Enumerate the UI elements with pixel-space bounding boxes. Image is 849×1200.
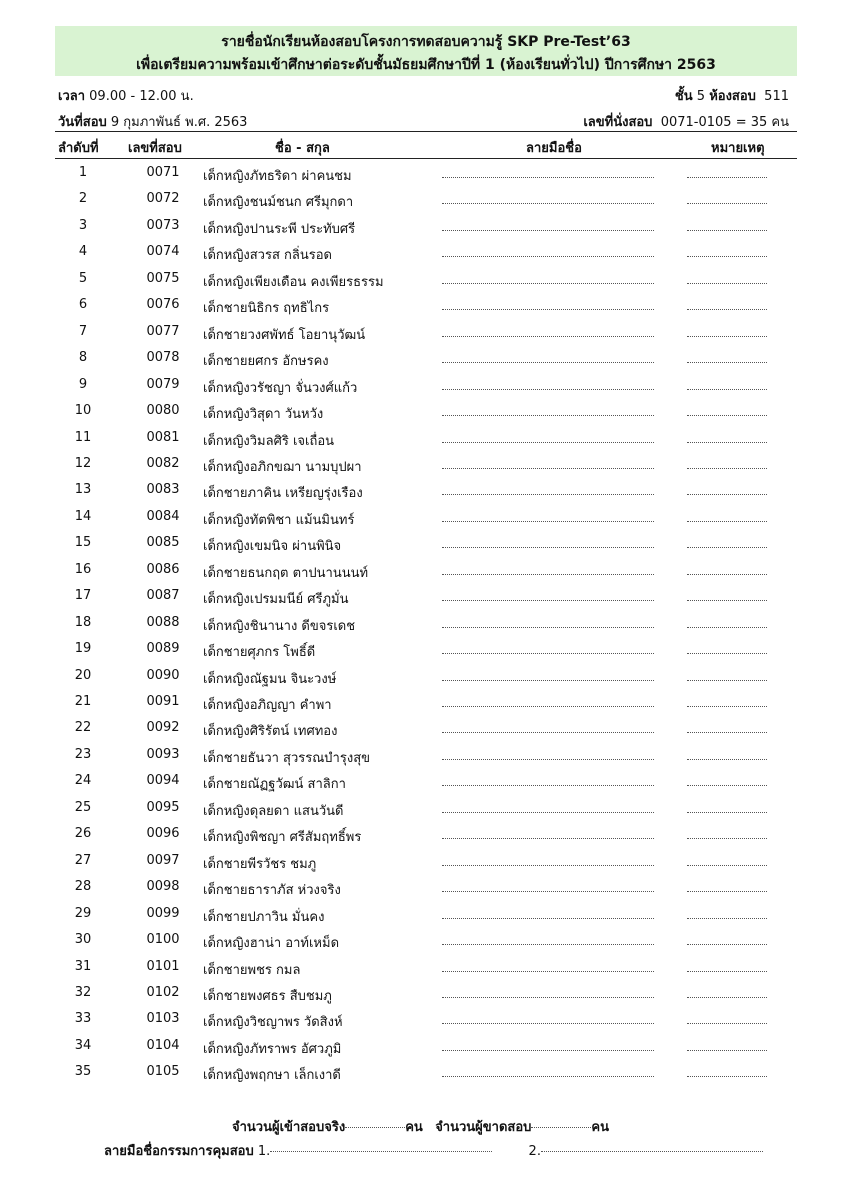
row-number: 25 bbox=[74, 799, 92, 815]
exam-id: 0089 bbox=[146, 641, 180, 657]
exam-id: 0080 bbox=[146, 403, 180, 419]
row-number: 31 bbox=[74, 958, 92, 974]
date-label: วันที่สอบ bbox=[58, 115, 107, 130]
signature-field[interactable] bbox=[442, 203, 654, 204]
table-row bbox=[55, 165, 797, 191]
student-name: เด็กชายศุภกร โพธิ์ดี bbox=[203, 645, 316, 661]
signature-field[interactable] bbox=[442, 944, 654, 945]
note-field[interactable] bbox=[687, 785, 767, 786]
note-field[interactable] bbox=[687, 547, 767, 548]
exam-id: 0100 bbox=[146, 932, 180, 948]
proctor-2-blank[interactable] bbox=[541, 1151, 763, 1152]
exam-date bbox=[58, 111, 247, 132]
note-field[interactable] bbox=[687, 468, 767, 469]
exam-id: 0088 bbox=[146, 614, 180, 630]
exam-id: 0083 bbox=[146, 482, 180, 498]
signature-field[interactable] bbox=[442, 468, 654, 469]
row-number: 11 bbox=[74, 429, 92, 445]
seat-label: เลขที่นั่งสอบ bbox=[583, 115, 653, 130]
signature-field[interactable] bbox=[442, 627, 654, 628]
student-name: เด็กหญิงเขมนิจ ผ่านพินิจ bbox=[203, 539, 342, 555]
row-number: 27 bbox=[74, 852, 92, 868]
table-row bbox=[55, 535, 797, 561]
table-row bbox=[55, 932, 797, 958]
signature-field[interactable] bbox=[442, 838, 654, 839]
row-number: 2 bbox=[78, 191, 88, 207]
seat-value: 0071-0105 = 35 คน bbox=[660, 115, 789, 130]
signature-field[interactable] bbox=[442, 494, 654, 495]
exam-id: 0101 bbox=[146, 958, 180, 974]
table-row bbox=[55, 826, 797, 852]
exam-id: 0071 bbox=[146, 165, 180, 180]
table-row bbox=[55, 720, 797, 746]
signature-field[interactable] bbox=[442, 1076, 654, 1077]
exam-id: 0078 bbox=[146, 350, 180, 366]
signature-field[interactable] bbox=[442, 759, 654, 760]
note-field[interactable] bbox=[687, 944, 767, 945]
row-number: 34 bbox=[74, 1037, 92, 1053]
note-field[interactable] bbox=[687, 627, 767, 628]
student-name: เด็กชายวงศพัทธ์ โอยานุวัฒน์ bbox=[203, 327, 366, 343]
note-field[interactable] bbox=[687, 600, 767, 601]
student-name: เด็กชายพงศธร สืบชมภู bbox=[203, 988, 332, 1004]
table-row bbox=[55, 482, 797, 508]
student-name: เด็กหญิงศิริรัตน์ เทศทอง bbox=[203, 724, 338, 740]
exam-id: 0097 bbox=[146, 852, 180, 868]
note-field[interactable] bbox=[687, 653, 767, 654]
note-field[interactable] bbox=[687, 256, 767, 257]
student-name: เด็กชายธนกฤต ตาปนานนนท์ bbox=[203, 565, 369, 581]
exam-id: 0090 bbox=[146, 667, 180, 683]
table-row bbox=[55, 1011, 797, 1037]
table-row bbox=[55, 615, 797, 641]
row-number: 18 bbox=[74, 614, 92, 630]
student-name: เด็กหญิงภัทราพร อัศวภูมิ bbox=[203, 1041, 342, 1057]
exam-id: 0104 bbox=[146, 1037, 180, 1053]
signature-field[interactable] bbox=[442, 574, 654, 575]
row-number: 30 bbox=[74, 932, 92, 948]
note-field[interactable] bbox=[687, 1076, 767, 1077]
note-field[interactable] bbox=[687, 177, 767, 178]
table-top-rule bbox=[55, 131, 797, 132]
absent-blank[interactable] bbox=[531, 1127, 591, 1128]
signature-field[interactable] bbox=[442, 1050, 654, 1051]
date-value: 9 กุมภาพันธ์ พ.ศ. 2563 bbox=[110, 115, 248, 130]
student-name: เด็กชายภาคิน เหรียญรุ่งเรือง bbox=[203, 486, 363, 502]
note-field[interactable] bbox=[687, 389, 767, 390]
table-row bbox=[55, 694, 797, 720]
signature-field[interactable] bbox=[442, 283, 654, 284]
note-field[interactable] bbox=[687, 442, 767, 443]
table-row bbox=[55, 218, 797, 244]
student-name: เด็กหญิงวิชญาพร วัดสิงห์ bbox=[203, 1015, 343, 1031]
signature-field[interactable] bbox=[442, 230, 654, 231]
signature-field[interactable] bbox=[442, 256, 654, 257]
note-field[interactable] bbox=[687, 865, 767, 866]
title-line-1: รายชื่อนักเรียนห้องสอบโครงการทดสอบความรู้ SKP Pre-Test’63 bbox=[221, 34, 631, 50]
signature-field[interactable] bbox=[442, 732, 654, 733]
table-row bbox=[55, 1064, 797, 1090]
signature-field[interactable] bbox=[442, 706, 654, 707]
row-number: 19 bbox=[74, 641, 92, 657]
table-row bbox=[55, 1038, 797, 1064]
student-name: เด็กชายธันวา สุวรรณบำรุงสุข bbox=[203, 750, 371, 766]
note-field[interactable] bbox=[687, 838, 767, 839]
signature-field[interactable] bbox=[442, 865, 654, 866]
table-row bbox=[55, 906, 797, 932]
signature-field[interactable] bbox=[442, 891, 654, 892]
signature-field[interactable] bbox=[442, 918, 654, 919]
note-field[interactable] bbox=[687, 812, 767, 813]
row-number: 33 bbox=[74, 1011, 92, 1027]
floor-value: 5 bbox=[696, 89, 706, 104]
row-number: 28 bbox=[74, 879, 92, 895]
row-number: 15 bbox=[74, 535, 92, 551]
exam-time bbox=[58, 85, 194, 106]
exam-id: 0096 bbox=[146, 826, 180, 842]
room-label: ห้องสอบ bbox=[709, 89, 756, 104]
signature-field[interactable] bbox=[442, 971, 654, 972]
student-name: เด็กหญิงอภิกขฌา นามบุปผา bbox=[203, 459, 362, 475]
signature-field[interactable] bbox=[442, 389, 654, 390]
note-field[interactable] bbox=[687, 521, 767, 522]
table-row bbox=[55, 853, 797, 879]
attended-blank[interactable] bbox=[345, 1127, 405, 1128]
exam-id: 0102 bbox=[146, 984, 180, 1000]
exam-id: 0082 bbox=[146, 455, 180, 471]
table-row bbox=[55, 509, 797, 535]
note-field[interactable] bbox=[687, 680, 767, 681]
note-field[interactable] bbox=[687, 309, 767, 310]
row-number: 35 bbox=[74, 1064, 92, 1080]
table-row bbox=[55, 324, 797, 350]
exam-id: 0085 bbox=[146, 535, 180, 551]
table-header-rule bbox=[55, 158, 797, 159]
student-name: เด็กหญิงทัตพิชา แม้นมินทร์ bbox=[203, 512, 355, 528]
exam-id: 0091 bbox=[146, 694, 180, 709]
note-field[interactable] bbox=[687, 336, 767, 337]
signature-field[interactable] bbox=[442, 415, 654, 416]
note-field[interactable] bbox=[687, 918, 767, 919]
note-field[interactable] bbox=[687, 971, 767, 972]
row-number: 16 bbox=[74, 561, 92, 577]
signature-field[interactable] bbox=[442, 600, 654, 601]
student-name: เด็กชายณัฏฐวัฒน์ สาลิกา bbox=[203, 777, 346, 793]
table-row bbox=[55, 588, 797, 614]
table-row bbox=[55, 668, 797, 694]
table-row bbox=[55, 800, 797, 826]
table-row bbox=[55, 244, 797, 270]
student-name: เด็กหญิงปานระพี ประทับศรี bbox=[203, 221, 356, 237]
row-number: 6 bbox=[78, 297, 88, 313]
exam-id: 0093 bbox=[146, 746, 180, 762]
note-field[interactable] bbox=[687, 706, 767, 707]
table-row bbox=[55, 985, 797, 1011]
proctor-2-number: 2. bbox=[528, 1144, 541, 1159]
student-name: เด็กหญิงอภิญญา คำพา bbox=[203, 698, 332, 713]
row-number: 20 bbox=[74, 667, 92, 683]
table-row bbox=[55, 191, 797, 217]
signature-field[interactable] bbox=[442, 785, 654, 786]
exam-id: 0099 bbox=[146, 905, 180, 921]
note-field[interactable] bbox=[687, 891, 767, 892]
student-name: เด็กหญิงดุลยดา แสนวันดี bbox=[203, 803, 344, 819]
exam-id: 0084 bbox=[146, 508, 180, 524]
table-row bbox=[55, 377, 797, 403]
floor-label: ชั้น bbox=[674, 89, 693, 104]
row-number: 32 bbox=[74, 984, 92, 1000]
col-header-id: เลขที่สอบ bbox=[128, 141, 182, 156]
absent-label: จำนวนผู้ขาดสอบ bbox=[435, 1120, 532, 1135]
note-field[interactable] bbox=[687, 415, 767, 416]
student-name: เด็กหญิงเพียงเดือน คงเพียรธรรม bbox=[203, 274, 384, 290]
note-field[interactable] bbox=[687, 1050, 767, 1051]
student-name: เด็กชายปภาวิน มั่นคง bbox=[203, 909, 325, 925]
row-number: 24 bbox=[74, 773, 92, 789]
col-header-signature: ลายมือชื่อ bbox=[526, 141, 582, 156]
attendance-summary bbox=[232, 1116, 609, 1137]
row-number: 1 bbox=[78, 165, 88, 180]
student-name: เด็กหญิงวิมลศิริ เจเถื่อน bbox=[203, 433, 335, 449]
proctor-1-number: 1. bbox=[257, 1144, 271, 1159]
table-row bbox=[55, 271, 797, 297]
exam-id: 0105 bbox=[146, 1064, 180, 1080]
signature-field[interactable] bbox=[442, 521, 654, 522]
exam-id: 0081 bbox=[146, 429, 180, 445]
col-header-name: ชื่อ - สกุล bbox=[275, 141, 330, 156]
room-value: 511 bbox=[764, 89, 789, 104]
signature-field[interactable] bbox=[442, 362, 654, 363]
student-name: เด็กหญิงชนม์ชนก ศรีมุกดา bbox=[203, 195, 354, 211]
note-field[interactable] bbox=[687, 203, 767, 204]
exam-id: 0086 bbox=[146, 561, 180, 577]
signature-field[interactable] bbox=[442, 812, 654, 813]
student-name: เด็กหญิงพิชญา ศรีสัมฤทธิ์พร bbox=[203, 830, 362, 846]
row-number: 7 bbox=[78, 323, 88, 339]
proctor-signatures bbox=[104, 1140, 763, 1161]
exam-id: 0095 bbox=[146, 799, 180, 815]
row-number: 4 bbox=[78, 244, 88, 260]
proctor-label: ลายมือชื่อกรรมการคุมสอบ bbox=[104, 1144, 254, 1159]
title-banner bbox=[55, 26, 797, 76]
row-number: 5 bbox=[78, 270, 88, 286]
signature-field[interactable] bbox=[442, 1023, 654, 1024]
title-line-2: เพื่อเตรียมความพร้อมเข้าศึกษาต่อระดับชั้นมัธยมศึกษาปีที่ 1 (ห้องเรียนทั่วไป) ปีการศึกษา 2563 bbox=[136, 57, 716, 73]
row-number: 22 bbox=[74, 720, 92, 736]
student-name: เด็กชายนิธิกร ฤทธิไกร bbox=[203, 301, 330, 317]
row-number: 10 bbox=[74, 403, 92, 419]
student-name: เด็กชายธาราภัส ห่วงจริง bbox=[203, 883, 341, 899]
note-field[interactable] bbox=[687, 1023, 767, 1024]
row-number: 14 bbox=[74, 508, 92, 524]
student-name: เด็กชายยศกร อักษรคง bbox=[203, 354, 329, 370]
row-number: 9 bbox=[78, 376, 88, 392]
exam-id: 0079 bbox=[146, 376, 180, 392]
table-row bbox=[55, 879, 797, 905]
row-number: 23 bbox=[74, 746, 92, 762]
signature-field[interactable] bbox=[442, 653, 654, 654]
exam-id: 0087 bbox=[146, 588, 180, 604]
signature-field[interactable] bbox=[442, 177, 654, 178]
table-row bbox=[55, 456, 797, 482]
table-row bbox=[55, 641, 797, 667]
note-field[interactable] bbox=[687, 759, 767, 760]
time-label: เวลา bbox=[58, 89, 86, 104]
student-name: เด็กหญิงภัทธริดา ผ่าคนชม bbox=[203, 169, 352, 184]
signature-field[interactable] bbox=[442, 336, 654, 337]
table-row bbox=[55, 773, 797, 799]
exam-id: 0098 bbox=[146, 879, 180, 895]
student-name: เด็กหญิงฮาน่า อาท์เหม็ด bbox=[203, 936, 340, 952]
student-name: เด็กหญิงณัฐมน จินะวงษ์ bbox=[203, 671, 337, 687]
student-name: เด็กชายพีรวัชร ชมภู bbox=[203, 856, 317, 872]
student-name: เด็กหญิงพฤกษา เล็กเงาดี bbox=[203, 1068, 341, 1084]
row-number: 13 bbox=[74, 482, 92, 498]
student-name: เด็กหญิงเปรมมนีย์ ศรีภูมั่น bbox=[203, 592, 349, 608]
exam-room bbox=[675, 85, 789, 106]
table-row bbox=[55, 959, 797, 985]
exam-id: 0092 bbox=[146, 720, 180, 736]
signature-field[interactable] bbox=[442, 997, 654, 998]
note-field[interactable] bbox=[687, 230, 767, 231]
note-field[interactable] bbox=[687, 494, 767, 495]
exam-id: 0076 bbox=[146, 297, 180, 313]
time-value: 09.00 - 12.00 น. bbox=[89, 89, 194, 104]
absent-unit: คน bbox=[591, 1120, 610, 1135]
note-field[interactable] bbox=[687, 574, 767, 575]
row-number: 12 bbox=[74, 455, 92, 471]
exam-id: 0075 bbox=[146, 270, 180, 286]
note-field[interactable] bbox=[687, 362, 767, 363]
seat-range bbox=[583, 111, 789, 132]
exam-id: 0074 bbox=[146, 244, 180, 260]
col-header-no: ลำดับที่ bbox=[58, 141, 99, 156]
note-field[interactable] bbox=[687, 283, 767, 284]
row-number: 21 bbox=[74, 694, 92, 709]
col-header-note: หมายเหตุ bbox=[711, 141, 765, 156]
exam-id: 0077 bbox=[146, 323, 180, 339]
exam-id: 0073 bbox=[146, 217, 180, 233]
student-name: เด็กหญิงชินานาง ดีขจรเดช bbox=[203, 618, 356, 634]
row-number: 29 bbox=[74, 905, 92, 921]
signature-field[interactable] bbox=[442, 547, 654, 548]
note-field[interactable] bbox=[687, 732, 767, 733]
student-name: เด็กหญิงสวรส กลิ่นรอด bbox=[203, 248, 332, 264]
student-name: เด็กหญิงวิสุดา วันหวัง bbox=[203, 407, 324, 423]
table-row bbox=[55, 350, 797, 376]
row-number: 26 bbox=[74, 826, 92, 842]
attended-label: จำนวนผู้เข้าสอบจริง bbox=[232, 1120, 346, 1135]
table-row bbox=[55, 562, 797, 588]
row-number: 3 bbox=[78, 217, 88, 233]
signature-field[interactable] bbox=[442, 309, 654, 310]
table-row bbox=[55, 747, 797, 773]
signature-field[interactable] bbox=[442, 442, 654, 443]
student-name: เด็กชายพชร กมล bbox=[203, 962, 301, 978]
table-row bbox=[55, 430, 797, 456]
note-field[interactable] bbox=[687, 997, 767, 998]
signature-field[interactable] bbox=[442, 680, 654, 681]
exam-id: 0103 bbox=[146, 1011, 180, 1027]
table-row bbox=[55, 297, 797, 323]
student-name: เด็กหญิงวรัชญา จั่นวงศ์แก้ว bbox=[203, 380, 358, 396]
attended-unit: คน bbox=[405, 1120, 423, 1135]
exam-id: 0094 bbox=[146, 773, 180, 789]
exam-id: 0072 bbox=[146, 191, 180, 207]
row-number: 17 bbox=[74, 588, 92, 604]
proctor-1-blank[interactable] bbox=[270, 1151, 492, 1152]
table-row bbox=[55, 403, 797, 429]
row-number: 8 bbox=[78, 350, 88, 366]
